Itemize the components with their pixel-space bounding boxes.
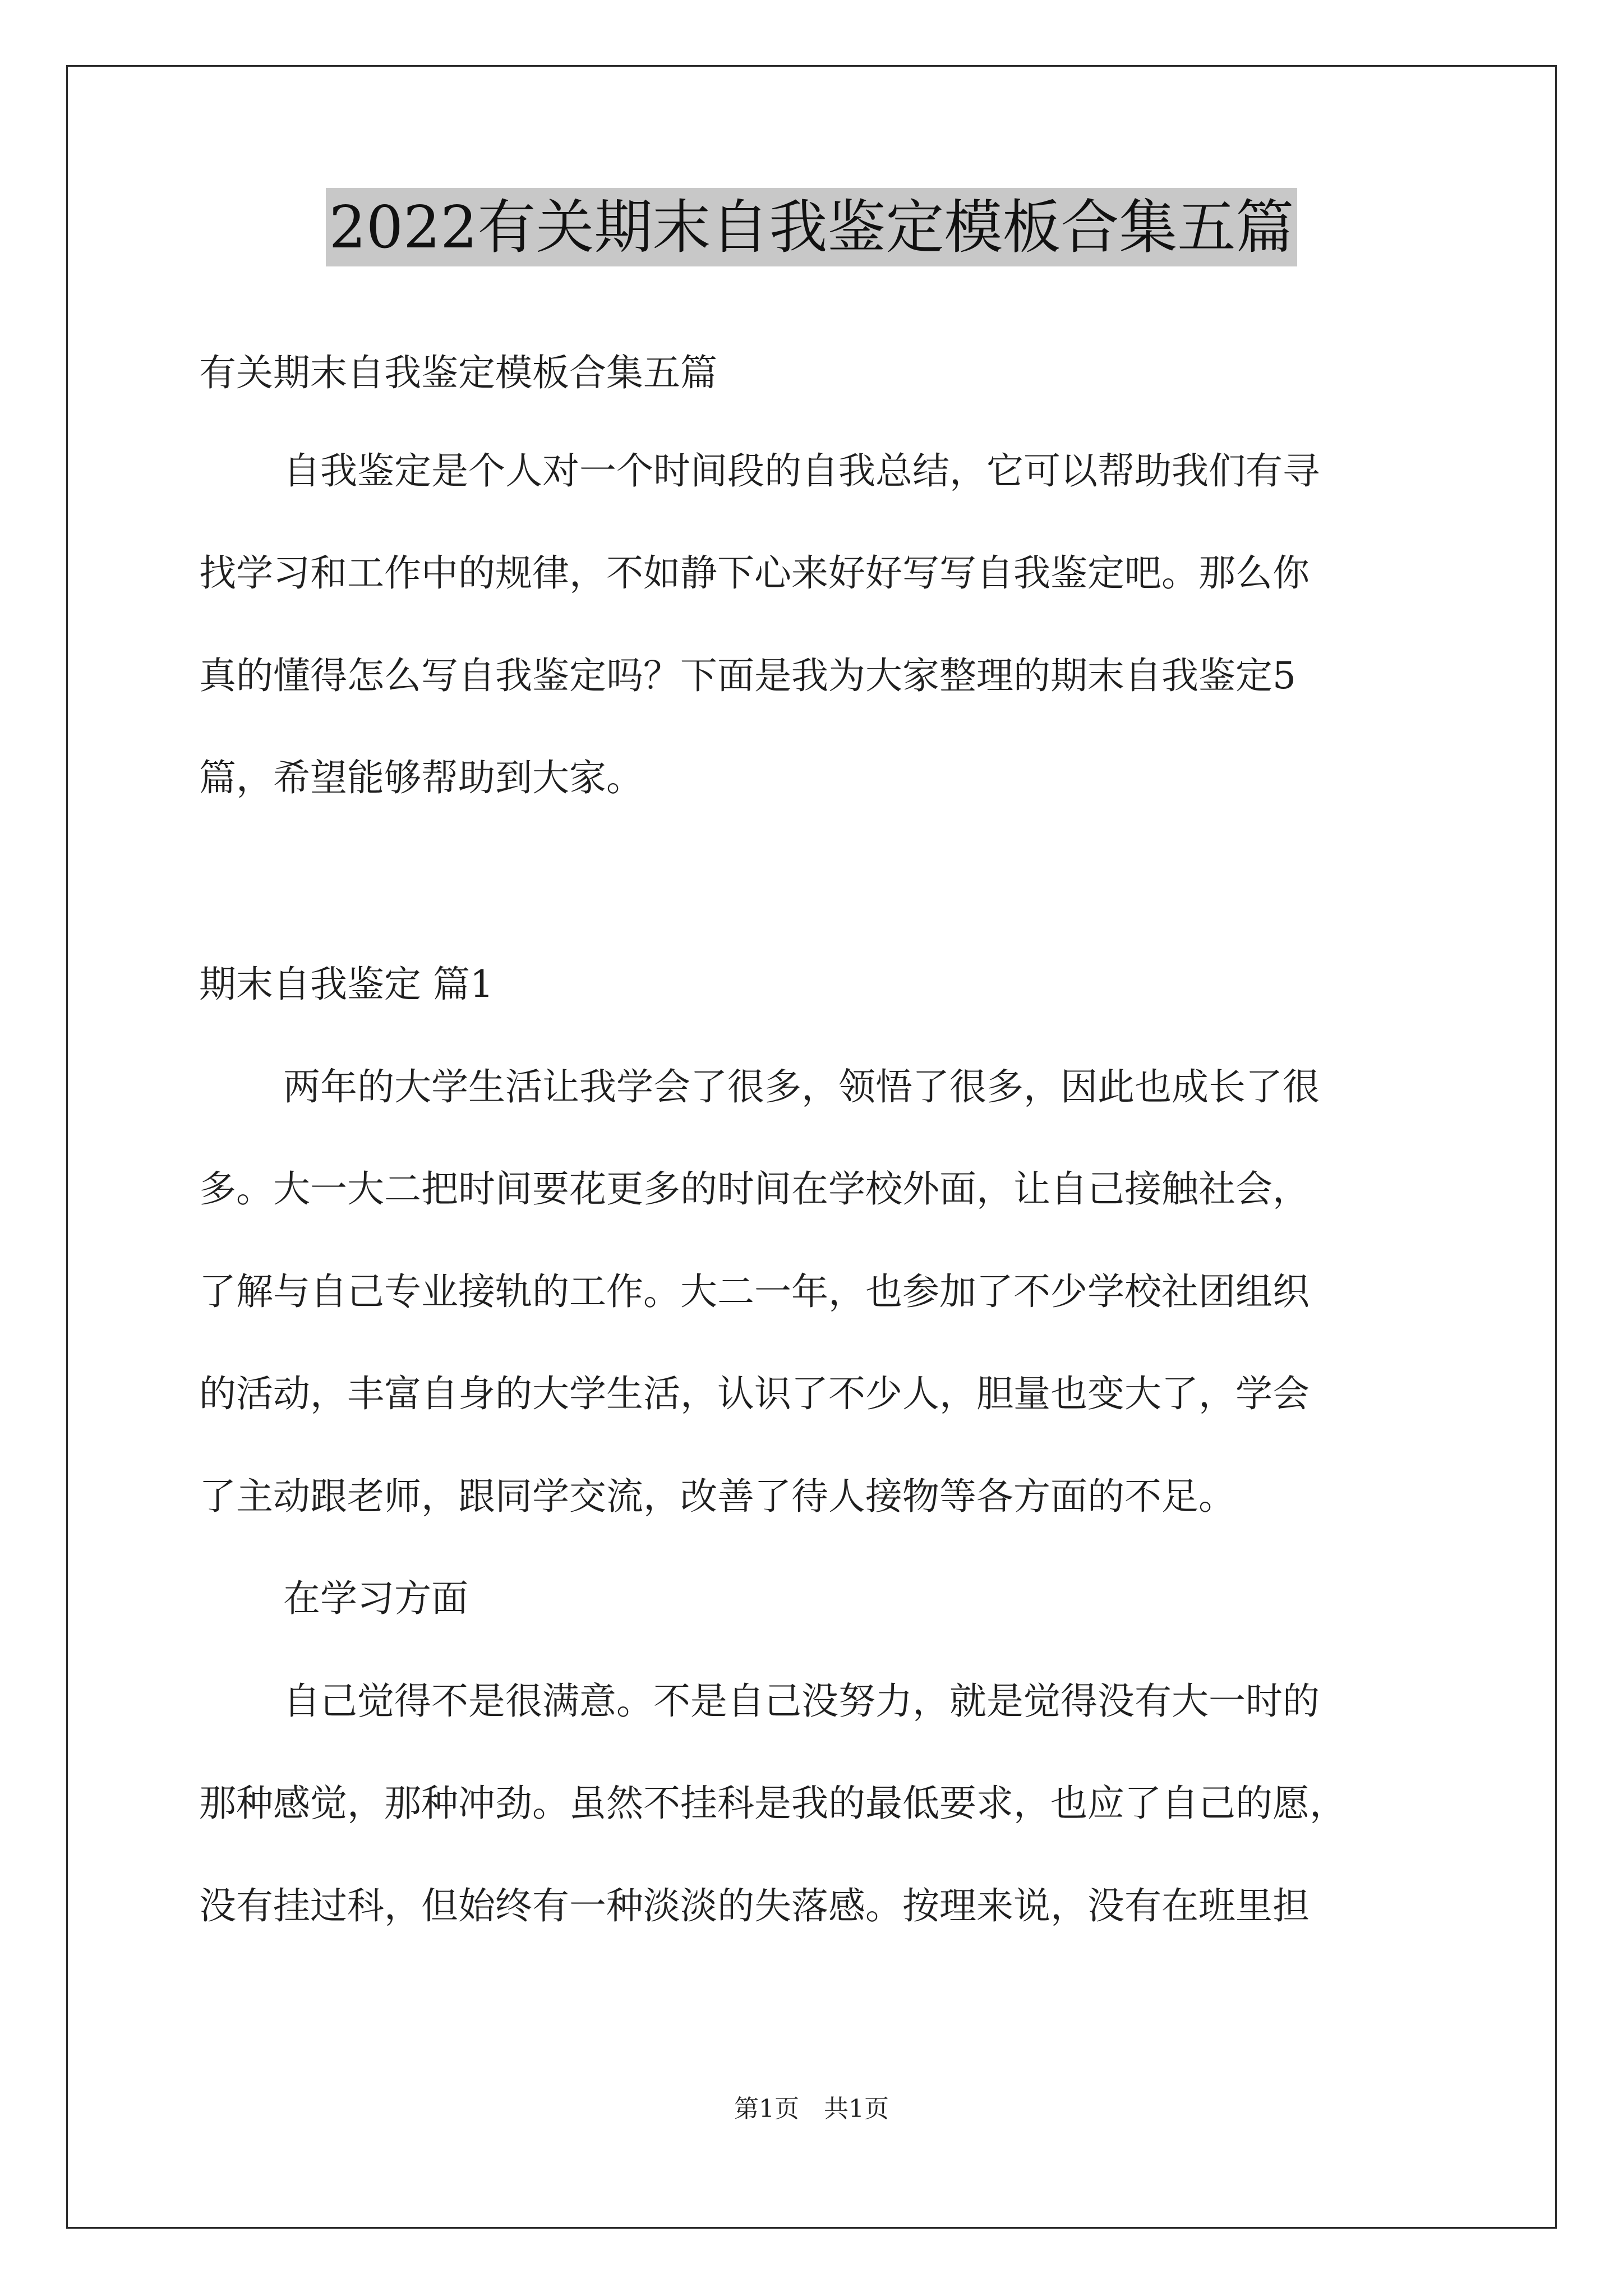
- intro-paragraph-line: 找学习和工作中的规律，不如静下心来好好写写自我鉴定吧。那么你: [199, 551, 1310, 595]
- study-paragraph-line: 那种感觉，那种冲劲。虽然不挂科是我的最低要求，也应了自己的愿，: [199, 1782, 1347, 1825]
- document-subtitle: 有关期末自我鉴定模板合集五篇: [199, 351, 717, 394]
- section-paragraph-line: 的活动，丰富自身的大学生活，认识了不少人，胆量也变大了，学会: [199, 1372, 1310, 1415]
- study-paragraph-line: 没有挂过科，但始终有一种淡淡的失落感。按理来说，没有在班里担: [199, 1884, 1310, 1927]
- document-title: 2022有关期末自我鉴定模板合集五篇: [326, 188, 1298, 266]
- section-paragraph-line: 两年的大学生活让我学会了很多，领悟了很多，因此也成长了很: [283, 1065, 1320, 1108]
- section-paragraph-line: 了解与自己专业接轨的工作。大二一年，也参加了不少学校社团组织: [199, 1270, 1310, 1313]
- intro-paragraph-line: 自我鉴定是个人对一个时间段的自我总结，它可以帮助我们有寻: [283, 449, 1320, 493]
- page-footer: 第1页 共1页: [734, 2095, 889, 2123]
- section-paragraph-line: 了主动跟老师，跟同学交流，改善了待人接物等各方面的不足。: [199, 1475, 1235, 1518]
- intro-paragraph-line: 篇，希望能够帮助到大家。: [199, 756, 643, 799]
- intro-paragraph-line: 真的懂得怎么写自我鉴定吗？下面是我为大家整理的期末自我鉴定5: [199, 654, 1296, 697]
- study-paragraph-line: 自己觉得不是很满意。不是自己没努力，就是觉得没有大一时的: [283, 1680, 1320, 1723]
- subsection-heading: 在学习方面: [283, 1577, 468, 1620]
- section-paragraph-line: 多。大一大二把时间要花更多的时间在学校外面，让自己接触社会，: [199, 1167, 1310, 1211]
- title-container: [0, 188, 1623, 266]
- section-heading: 期末自我鉴定 篇1: [199, 963, 494, 1006]
